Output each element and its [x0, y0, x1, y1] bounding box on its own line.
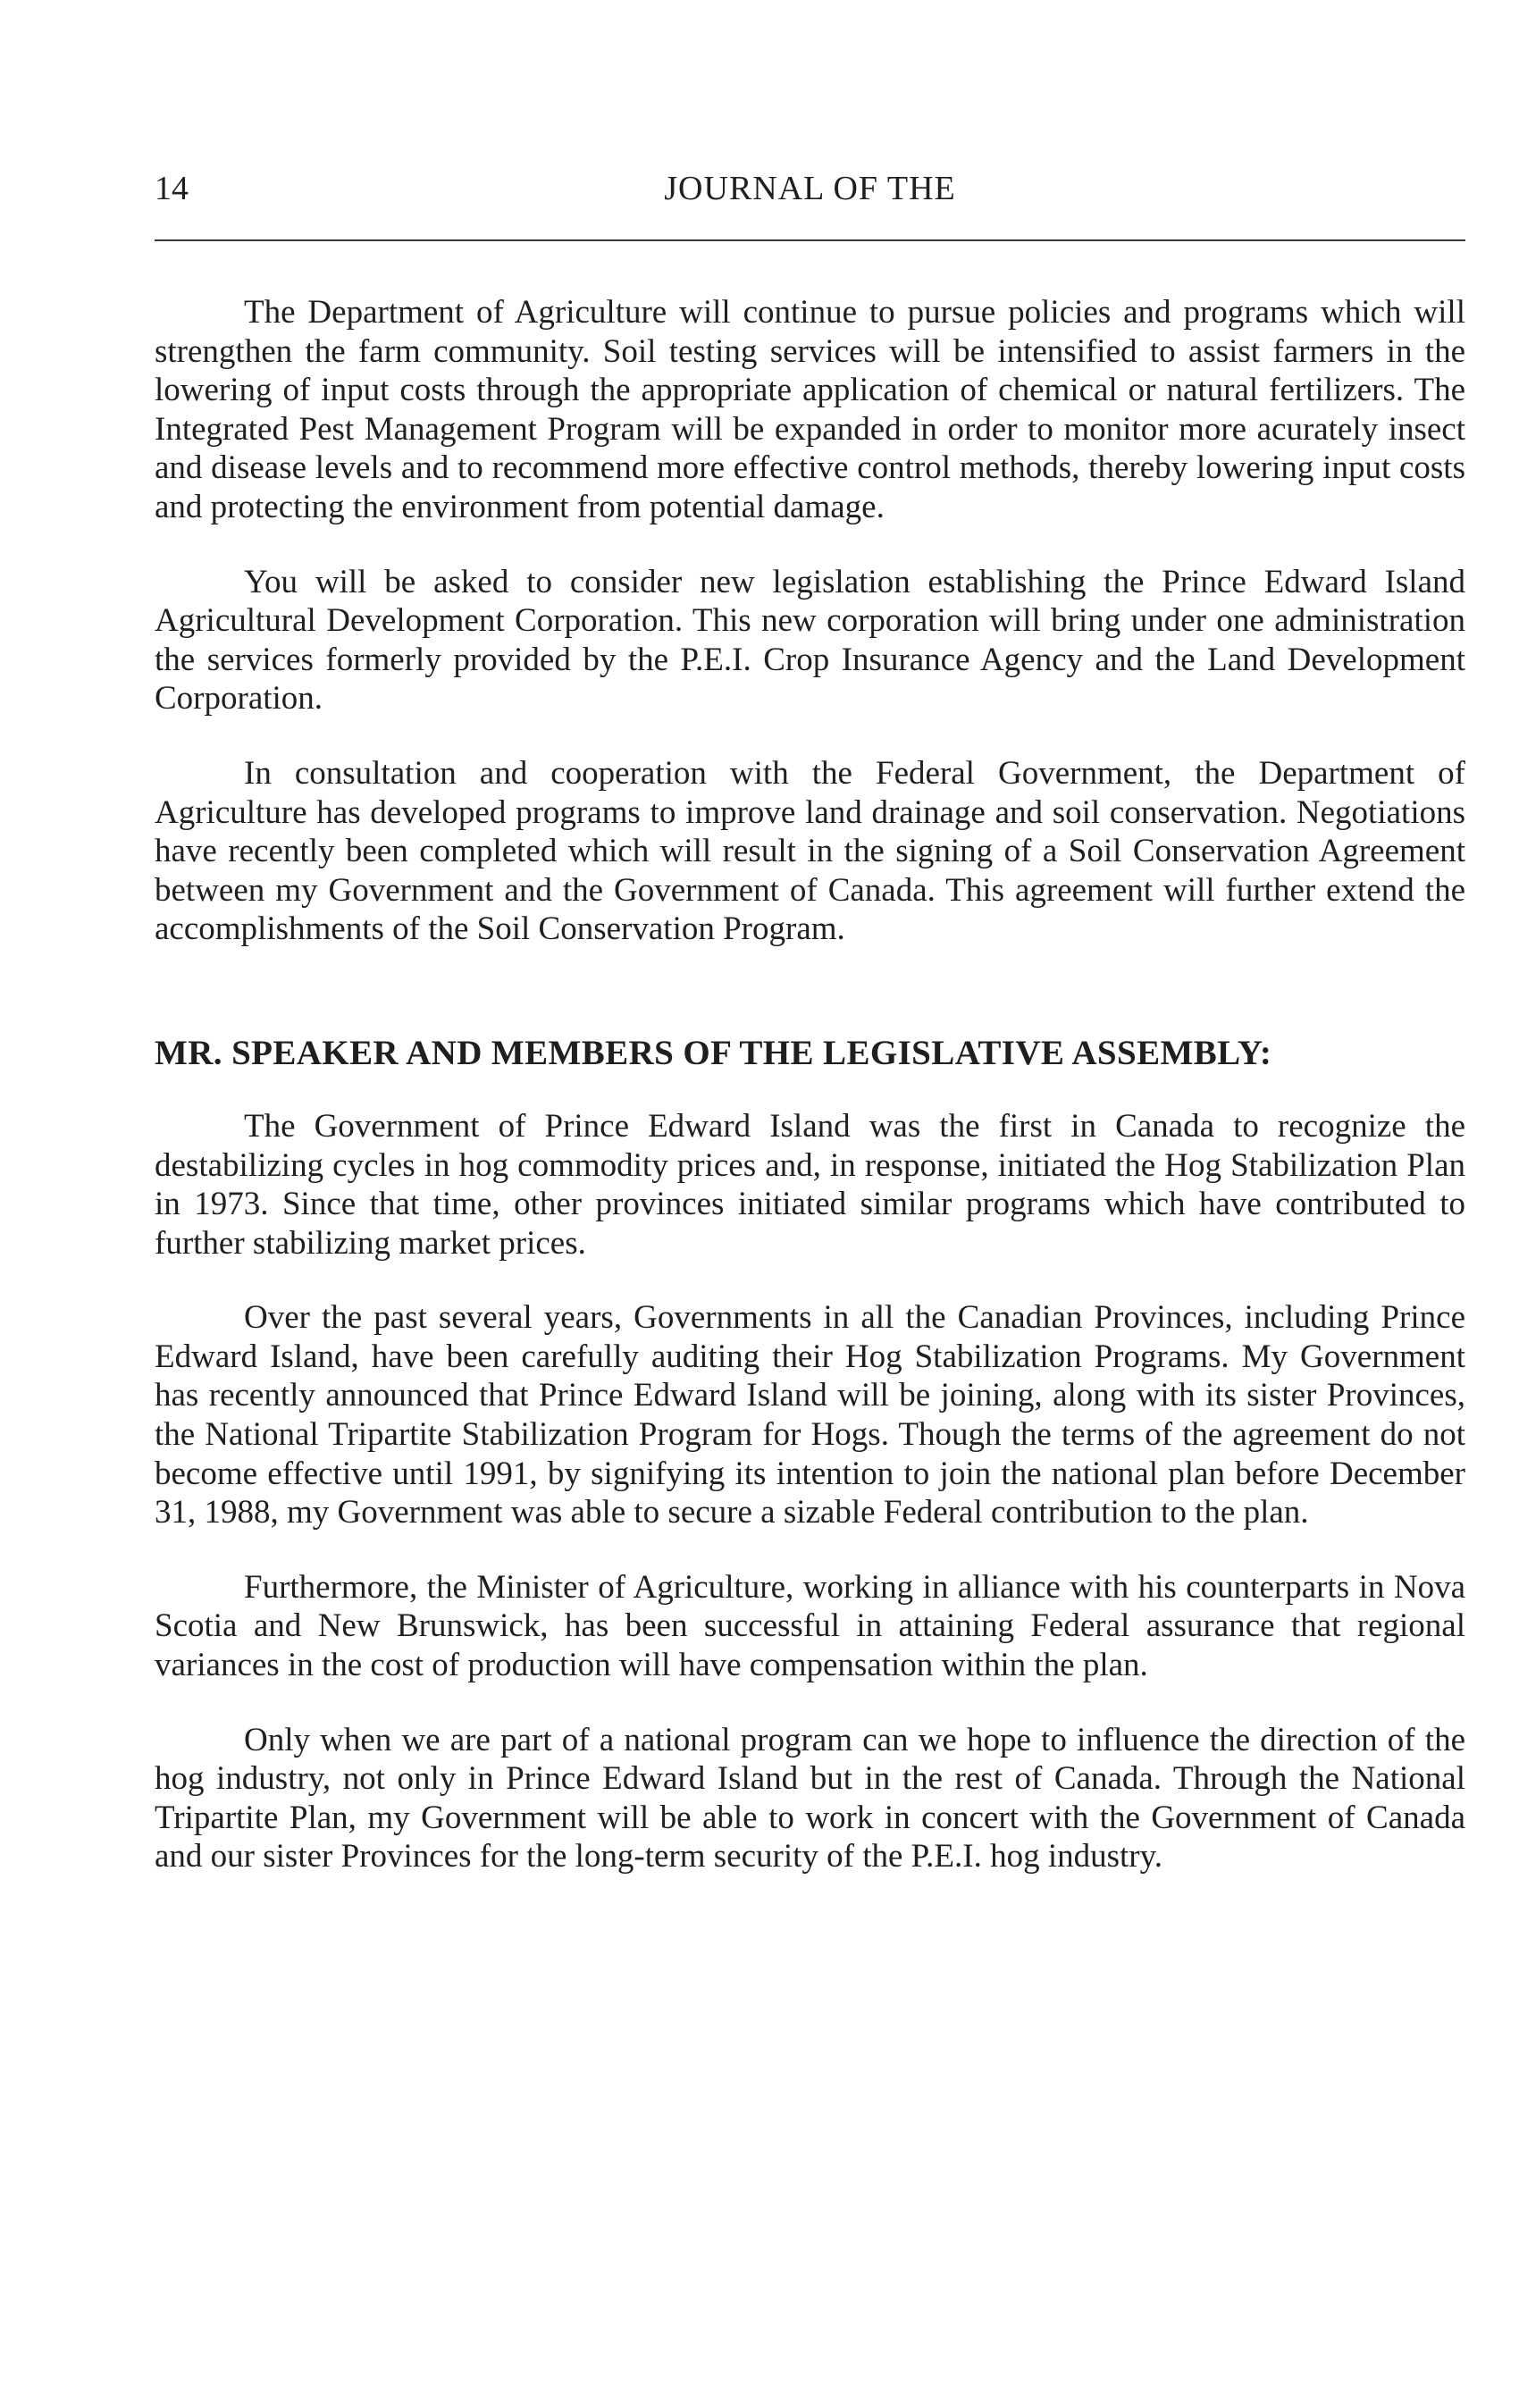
body-text: [155, 293, 1465, 1912]
section-heading: MR. SPEAKER AND MEMBERS OF THE LEGISLATIVE ASSEMBLY:: [155, 1033, 1272, 1072]
paragraph-soil-conservation: In consultation and cooperation with the Federal Government, the Department of Agriculture has developed programs to improve land drainage and soil conservation. Negotiations have recently been completed which will result in the signing of a Soil Conservation Agreement between my Government and the Government of Canada. This agreement will further extend the accomplishments of the Soil Conservation Program.: [155, 754, 1465, 948]
running-head: [155, 152, 1465, 206]
header-rule: [155, 239, 1465, 241]
paragraph-regional-variances: Furthermore, the Minister of Agriculture, working in alliance with his counterparts in Nova Scotia and New Brunswick, has been successful in attaining Federal assurance that regional variances in the cost of production will have compensation within the plan.: [155, 1568, 1465, 1684]
document-page: [155, 152, 1465, 1875]
paragraph-hog-stabilization-history: The Government of Prince Edward Island was the first in Canada to recognize the destabilizing cycles in hog commodity prices and, in response, initiated the Hog Stabilization Plan in 1973. Since that time, other provinces initiated similar programs which have contributed to further stabilizing market prices.: [155, 1107, 1465, 1262]
journal-title: JOURNAL OF THE: [664, 170, 956, 207]
paragraph-national-tripartite-program: Over the past several years, Governments in all the Canadian Provinces, including Prince Edward Island, have been carefully auditing their Hog Stabilization Programs. My Government has recently announced that Prince Edward Island will be joining, along with its sister Provinces, the National Tripartite Stabilization Program for Hogs. Though the terms of the agreement do not become effective until 1991, by signifying its intention to join the national plan before December 31, 1988, my Government was able to secure a sizable Federal contribution to the plan.: [155, 1299, 1465, 1531]
paragraph-national-program-benefits: Only when we are part of a national program can we hope to influence the direction of the hog industry, not only in Prince Edward Island but in the rest of Canada. Through the National Tripartite Plan, my Government will be able to work in concert with the Government of Canada and our sister Provinces for the long-term security of the P.E.I. hog industry.: [155, 1721, 1465, 1875]
page-number: 14: [155, 170, 189, 207]
paragraph-development-corporation: You will be asked to consider new legislation establishing the Prince Edward Island Agricultural Development Corporation. This new corporation will bring under one administration the services formerly provided by the P.E.I. Crop Insurance Agency and the Land Development Corporation.: [155, 563, 1465, 717]
paragraph-agriculture-policies: The Department of Agriculture will continue to pursue policies and programs which will strengthen the farm community. Soil testing services will be intensified to assist farmers in the lowering of input costs through the appropriate application of chemical or natural fertilizers. The Integrated Pest Management Program will be expanded in order to monitor more acurately insect and disease levels and to recommend more effective control methods, thereby lowering input costs and protecting the environment from potential damage.: [155, 294, 1465, 525]
